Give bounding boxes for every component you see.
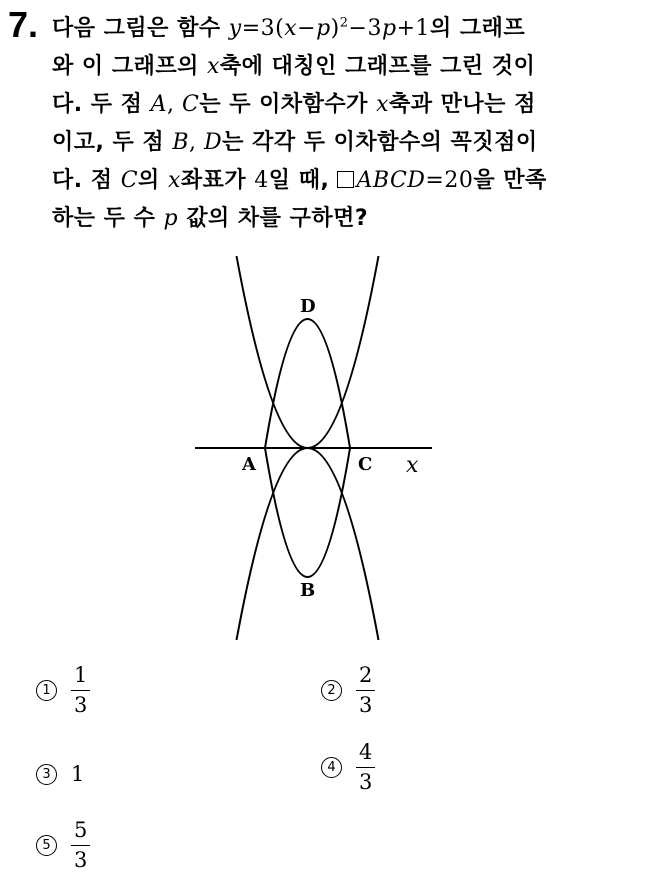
point-label-C: C <box>358 454 373 475</box>
math-var: B <box>172 130 190 155</box>
numerator: 5 <box>74 818 88 842</box>
question-stem <box>52 10 642 238</box>
fraction <box>356 665 375 716</box>
numerator: 4 <box>359 740 373 764</box>
math-text: ) <box>330 16 340 41</box>
fraction <box>71 820 90 871</box>
math-var: x <box>284 16 298 41</box>
choice-marker: 4 <box>321 757 342 778</box>
upward-parabola-steep <box>237 256 379 448</box>
stem-text: 는 두 이차함수가 <box>199 92 377 117</box>
math-var: p <box>381 16 397 41</box>
math-var: x <box>207 54 220 79</box>
math-text: =3( <box>241 16 285 41</box>
point-label-B: B <box>300 580 316 601</box>
stem-text: 다. 점 <box>52 168 121 193</box>
axis-label-x: x <box>406 453 419 478</box>
choice-marker: 1 <box>36 680 57 701</box>
denominator: 3 <box>71 845 90 871</box>
math-number: 4 <box>254 168 269 193</box>
fraction <box>71 665 90 716</box>
stem-line-2 <box>52 48 642 86</box>
stem-text: 는 각각 두 이차함수의 꼭짓점이 <box>222 130 538 155</box>
math-var: y <box>228 16 242 41</box>
upward-parabola-wide <box>265 448 350 577</box>
square-symbol <box>337 171 354 188</box>
math-text: , <box>166 92 182 117</box>
math-text: , <box>189 130 205 155</box>
parabola-figure <box>190 248 440 640</box>
math-exponent: 2 <box>339 15 349 31</box>
downward-parabola-wide <box>265 319 350 448</box>
math-var: p <box>316 16 331 41</box>
stem-text: 축에 대칭인 그래프를 그린 것이 <box>219 54 536 79</box>
point-label-A: A <box>242 454 256 475</box>
stem-text: 을 만족 <box>473 168 547 193</box>
stem-text: 일 때, <box>268 168 338 193</box>
stem-text: 다음 그림은 함수 <box>52 16 229 41</box>
math-var: D <box>204 130 223 155</box>
math-text: =20 <box>425 168 474 193</box>
fraction <box>356 742 375 793</box>
stem-text: 의 <box>138 168 168 193</box>
denominator: 3 <box>356 690 375 716</box>
stem-line-4 <box>52 124 642 162</box>
point-label-D: D <box>300 296 316 317</box>
stem-line-5 <box>52 162 642 200</box>
stem-line-1 <box>52 10 642 48</box>
choice-marker: 2 <box>321 680 342 701</box>
stem-line-6 <box>52 200 642 238</box>
stem-text: 이고, 두 점 <box>52 130 173 155</box>
math-var: A <box>150 92 167 117</box>
math-text: − <box>297 16 317 41</box>
stem-line-3 <box>52 86 642 124</box>
choice-3[interactable] <box>36 762 84 786</box>
stem-text: 와 이 그래프의 <box>52 54 207 79</box>
math-text: −3 <box>348 16 382 41</box>
math-var: x <box>376 92 389 117</box>
math-text: +1 <box>396 16 430 41</box>
denominator: 3 <box>71 690 90 716</box>
stem-text: 다. 두 점 <box>52 92 151 117</box>
choice-value: 1 <box>71 762 85 786</box>
choice-2[interactable] <box>321 665 375 716</box>
numerator: 2 <box>359 663 373 687</box>
math-var: x <box>167 168 181 193</box>
math-var: p <box>163 206 179 231</box>
question-number: 7. <box>8 4 39 45</box>
choice-marker: 5 <box>36 835 57 856</box>
choice-1[interactable] <box>36 665 90 716</box>
choice-4[interactable] <box>321 742 375 793</box>
downward-parabola-steep <box>237 448 379 640</box>
math-var: C <box>181 92 200 117</box>
choice-5[interactable] <box>36 820 90 871</box>
stem-text: 값의 차를 구하면? <box>178 206 369 231</box>
stem-text: 하는 두 수 <box>52 206 164 231</box>
stem-text: 의 그래프 <box>430 16 526 41</box>
denominator: 3 <box>356 767 375 793</box>
stem-text: 축과 만나는 점 <box>389 92 536 117</box>
math-var: ABCD <box>356 168 426 193</box>
stem-text: 좌표가 <box>180 168 255 193</box>
choice-marker: 3 <box>36 764 57 785</box>
math-var: C <box>120 168 139 193</box>
numerator: 1 <box>74 663 88 687</box>
